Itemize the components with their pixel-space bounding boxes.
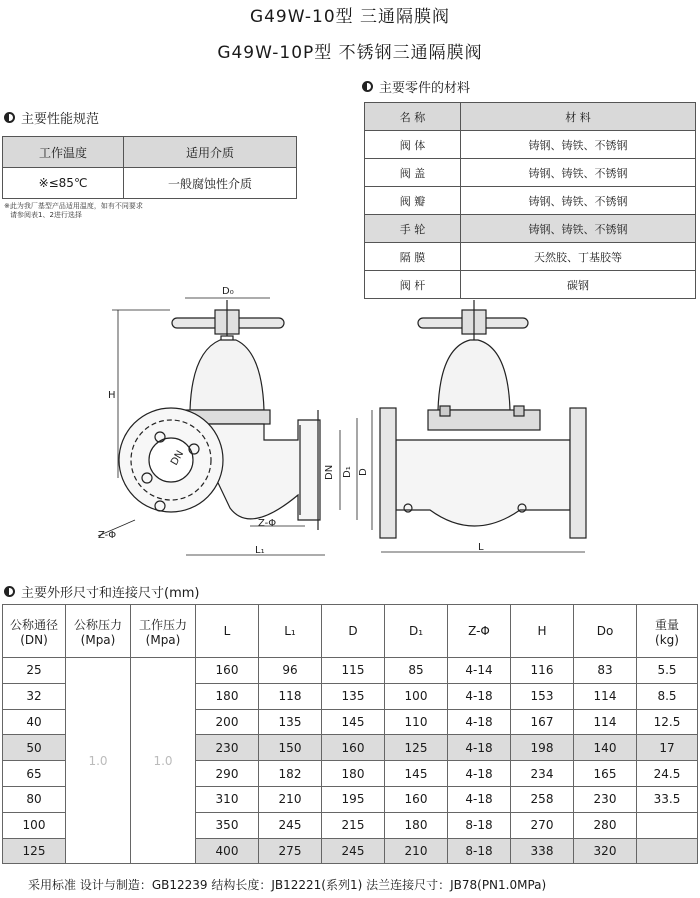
bonnet-left: [190, 340, 264, 410]
dims-header-zphi: Z-Φ: [448, 605, 511, 658]
cell-weight: 24.5: [637, 761, 698, 787]
cell-D: 145: [322, 709, 385, 735]
cell-weight: 12.5: [637, 709, 698, 735]
dims-header-pw: 工作压力 (Mpa): [131, 605, 196, 658]
cell-pn: 1.0: [66, 658, 131, 864]
label-L1: L₁: [255, 545, 265, 556]
cell-D1: 160: [385, 786, 448, 812]
parts-header-name: 名 称: [365, 103, 461, 131]
cell-L: 350: [196, 812, 259, 838]
cell-Do: 230: [574, 786, 637, 812]
cell-Do: 165: [574, 761, 637, 787]
cell-L: 200: [196, 709, 259, 735]
handwheel-right: [418, 300, 528, 340]
performance-heading: [4, 108, 99, 127]
cell-zphi: 4-18: [448, 683, 511, 709]
cell-L1: 245: [259, 812, 322, 838]
dimensions-table: [2, 604, 698, 864]
performance-note: [4, 202, 143, 220]
cell-L: 160: [196, 658, 259, 684]
cell-L1: 182: [259, 761, 322, 787]
part-name: 阀 杆: [365, 271, 461, 299]
dims-header-L: L: [196, 605, 259, 658]
dims-header-H: H: [511, 605, 574, 658]
cell-L1: 150: [259, 735, 322, 761]
label-DN: DN: [169, 448, 187, 468]
bullet-icon: [362, 81, 373, 92]
cell-D1: 110: [385, 709, 448, 735]
bullet-icon: [4, 112, 15, 123]
label-D: D: [358, 468, 369, 476]
perf-temp-value: ※≤85℃: [3, 168, 124, 199]
cell-zphi: 4-18: [448, 786, 511, 812]
cell-dn: 65: [3, 761, 66, 787]
cell-H: 234: [511, 761, 574, 787]
cell-D: 215: [322, 812, 385, 838]
part-name: 阀 体: [365, 131, 461, 159]
part-material: 天然胶、丁基胶等: [461, 243, 696, 271]
dims-header-dn: 公称通径 (DN): [3, 605, 66, 658]
flange-left-right-view: [380, 408, 396, 538]
perf-header-medium: 适用介质: [124, 137, 297, 168]
cell-L: 310: [196, 786, 259, 812]
label-D0: D₀: [222, 286, 234, 297]
cell-zphi: 4-18: [448, 709, 511, 735]
label-L: L: [478, 542, 484, 553]
body-right: [396, 440, 570, 526]
cell-D1: 145: [385, 761, 448, 787]
cell-D: 245: [322, 838, 385, 864]
parts-header-material: 材 料: [461, 103, 696, 131]
cell-L: 180: [196, 683, 259, 709]
part-material: 铸钢、铸铁、不锈钢: [461, 187, 696, 215]
cell-H: 198: [511, 735, 574, 761]
part-name: 阀 瓣: [365, 187, 461, 215]
cell-D: 180: [322, 761, 385, 787]
note-line-2: 请参阅表1、2进行选择: [10, 211, 82, 219]
performance-heading-text: 主要性能规范: [21, 112, 100, 127]
part-material: 铸钢、铸铁、不锈钢: [461, 131, 696, 159]
cell-Do: 114: [574, 709, 637, 735]
dims-header-L1: L₁: [259, 605, 322, 658]
bullet-icon: [4, 586, 15, 597]
dimensions-heading: [4, 582, 199, 601]
cell-L: 290: [196, 761, 259, 787]
dims-header-D1: D₁: [385, 605, 448, 658]
perf-medium-value: 一般腐蚀性介质: [124, 168, 297, 199]
cell-D1: 100: [385, 683, 448, 709]
cell-weight: 33.5: [637, 786, 698, 812]
parts-heading: [362, 77, 470, 96]
cell-pw: 1.0: [131, 658, 196, 864]
note-line-1: ※此为我厂基型产品适用温度，如有不同要求: [4, 202, 143, 210]
cell-dn: 125: [3, 838, 66, 864]
standard-footer: 采用标准 设计与制造：GB12239 结构长度：JB12221(系列1) 法兰连接尺寸：JB78(PN1.0MPa): [28, 878, 547, 892]
cell-D1: 210: [385, 838, 448, 864]
cell-zphi: 4-14: [448, 658, 511, 684]
cell-Do: 140: [574, 735, 637, 761]
cell-dn: 32: [3, 683, 66, 709]
cell-zphi: 4-18: [448, 735, 511, 761]
perf-header-temp: 工作温度: [3, 137, 124, 168]
cell-weight: [637, 838, 698, 864]
performance-table: [2, 136, 297, 199]
cell-weight: 17: [637, 735, 698, 761]
label-D1: D₁: [342, 466, 353, 478]
cell-dn: 25: [3, 658, 66, 684]
cell-L: 230: [196, 735, 259, 761]
title-line-2: G49W-10P型 不锈钢三通隔膜阀: [217, 43, 483, 63]
cell-Do: 83: [574, 658, 637, 684]
part-material: 铸钢、铸铁、不锈钢: [461, 215, 696, 243]
table-row: [3, 658, 698, 684]
part-material: 碳钢: [461, 271, 696, 299]
cell-dn: 40: [3, 709, 66, 735]
cell-D: 115: [322, 658, 385, 684]
cell-H: 153: [511, 683, 574, 709]
label-H: H: [108, 390, 116, 401]
cell-Do: 114: [574, 683, 637, 709]
cell-L1: 118: [259, 683, 322, 709]
parts-table: [364, 102, 696, 299]
part-name: 手 轮: [365, 215, 461, 243]
cell-H: 270: [511, 812, 574, 838]
part-name: 隔 膜: [365, 243, 461, 271]
cell-weight: [637, 812, 698, 838]
cell-Do: 320: [574, 838, 637, 864]
cell-weight: 8.5: [637, 683, 698, 709]
cell-D1: 125: [385, 735, 448, 761]
cell-L1: 210: [259, 786, 322, 812]
dims-header-D: D: [322, 605, 385, 658]
label-zphi-right: Z-Φ: [258, 518, 277, 529]
bonnet-right: [438, 340, 510, 410]
cell-Do: 280: [574, 812, 637, 838]
cell-zphi: 8-18: [448, 812, 511, 838]
cell-dn: 100: [3, 812, 66, 838]
cell-zphi: 8-18: [448, 838, 511, 864]
cell-weight: 5.5: [637, 658, 698, 684]
cell-D: 160: [322, 735, 385, 761]
part-name: 阀 盖: [365, 159, 461, 187]
label-DN-side: DN: [324, 464, 335, 480]
valve-drawing: [0, 280, 700, 580]
cell-L: 400: [196, 838, 259, 864]
cell-H: 116: [511, 658, 574, 684]
cell-D: 135: [322, 683, 385, 709]
cell-dn: 50: [3, 735, 66, 761]
cell-zphi: 4-18: [448, 761, 511, 787]
dimensions-heading-text: 主要外形尺寸和连接尺寸(mm): [21, 586, 200, 601]
title-line-1: G49W-10型 三通隔膜阀: [249, 7, 451, 27]
cell-D: 195: [322, 786, 385, 812]
cell-D1: 180: [385, 812, 448, 838]
flange-right-right-view: [570, 408, 586, 538]
dims-header-Do: Do: [574, 605, 637, 658]
cell-L1: 96: [259, 658, 322, 684]
dims-header-pn: 公称压力 (Mpa): [66, 605, 131, 658]
parts-heading-text: 主要零件的材料: [379, 81, 471, 96]
cell-H: 258: [511, 786, 574, 812]
cell-H: 338: [511, 838, 574, 864]
label-zphi-left: Z-Φ: [98, 530, 117, 541]
dims-header-weight: 重量 (kg): [637, 605, 698, 658]
cell-dn: 80: [3, 786, 66, 812]
cell-D1: 85: [385, 658, 448, 684]
cell-L1: 275: [259, 838, 322, 864]
part-material: 铸钢、铸铁、不锈钢: [461, 159, 696, 187]
cell-H: 167: [511, 709, 574, 735]
cell-L1: 135: [259, 709, 322, 735]
